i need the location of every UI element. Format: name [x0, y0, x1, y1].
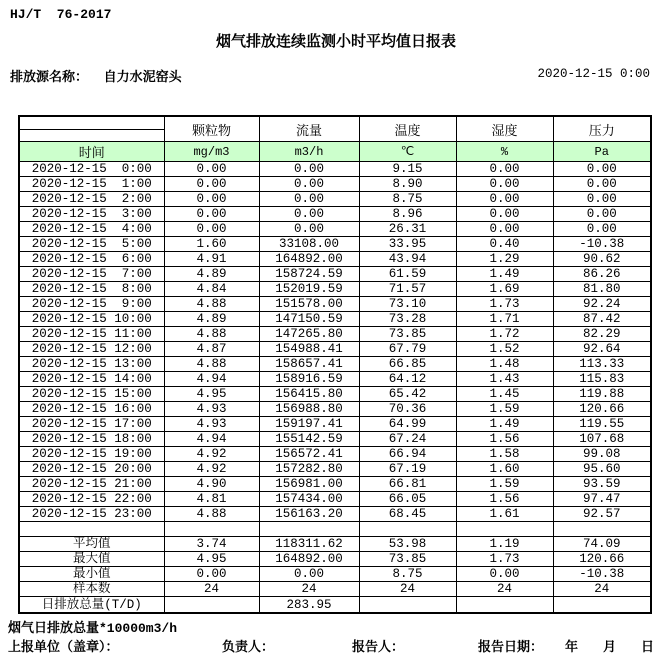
responsible-label: 负责人： — [222, 640, 275, 655]
value-cell: 4.94 — [164, 432, 259, 447]
time-cell: 2020-12-15 11:00 — [19, 327, 164, 342]
table-row — [19, 327, 651, 342]
value-cell: 118311.62 — [259, 537, 359, 552]
summary-row — [19, 582, 651, 597]
value-cell: 120.66 — [553, 402, 651, 417]
value-cell: 0.00 — [164, 192, 259, 207]
unit-cell-flow: m3/h — [259, 142, 359, 162]
value-cell: 0.00 — [164, 177, 259, 192]
table-row — [19, 492, 651, 507]
value-cell: 4.88 — [164, 507, 259, 522]
value-cell: -10.38 — [553, 237, 651, 252]
month-label: 月 — [603, 640, 617, 655]
unit-row — [19, 142, 651, 162]
value-cell: 73.10 — [359, 297, 456, 312]
value-cell: 0.00 — [456, 207, 553, 222]
value-cell: 4.87 — [164, 342, 259, 357]
value-cell: 33108.00 — [259, 237, 359, 252]
summary-row — [19, 537, 651, 552]
value-cell: 0.00 — [456, 567, 553, 582]
column-header-humidity: 湿度 — [456, 116, 553, 142]
header-empty-cell — [19, 116, 164, 130]
value-cell: 73.28 — [359, 312, 456, 327]
value-cell — [359, 597, 456, 614]
value-cell: 158657.41 — [259, 357, 359, 372]
value-cell: 1.59 — [456, 402, 553, 417]
time-cell: 2020-12-15 10:00 — [19, 312, 164, 327]
value-cell: 1.71 — [456, 312, 553, 327]
summary-label-cell: 最小值 — [19, 567, 164, 582]
time-cell: 2020-12-15 16:00 — [19, 402, 164, 417]
value-cell: 4.92 — [164, 447, 259, 462]
value-cell: 4.88 — [164, 297, 259, 312]
unit-cell-humidity: % — [456, 142, 553, 162]
value-cell: 1.56 — [456, 432, 553, 447]
value-cell: 67.19 — [359, 462, 456, 477]
value-cell: 1.19 — [456, 537, 553, 552]
unit-cell-pm: mg/m3 — [164, 142, 259, 162]
value-cell: 119.88 — [553, 387, 651, 402]
value-cell: 8.75 — [359, 192, 456, 207]
value-cell: 81.80 — [553, 282, 651, 297]
time-cell: 2020-12-15 19:00 — [19, 447, 164, 462]
value-cell: 154988.41 — [259, 342, 359, 357]
value-cell: 4.88 — [164, 327, 259, 342]
value-cell: 64.12 — [359, 372, 456, 387]
value-cell: 283.95 — [259, 597, 359, 614]
value-cell: 93.59 — [553, 477, 651, 492]
value-cell: 1.49 — [456, 267, 553, 282]
value-cell: 4.84 — [164, 282, 259, 297]
value-cell: 158724.59 — [259, 267, 359, 282]
value-cell — [164, 522, 259, 537]
value-cell: 61.59 — [359, 267, 456, 282]
time-cell: 2020-12-15 23:00 — [19, 507, 164, 522]
value-cell: 4.94 — [164, 372, 259, 387]
time-cell: 2020-12-15 17:00 — [19, 417, 164, 432]
value-cell: 70.36 — [359, 402, 456, 417]
page-title: 烟气排放连续监测小时平均值日报表 — [215, 34, 456, 51]
value-cell: 1.61 — [456, 507, 553, 522]
table-row — [19, 237, 651, 252]
value-cell: 0.00 — [259, 207, 359, 222]
time-cell: 2020-12-15 20:00 — [19, 462, 164, 477]
value-cell: 1.73 — [456, 297, 553, 312]
value-cell: 156572.41 — [259, 447, 359, 462]
value-cell — [553, 522, 651, 537]
value-cell: 33.95 — [359, 237, 456, 252]
value-cell: 24 — [359, 582, 456, 597]
value-cell: 92.57 — [553, 507, 651, 522]
value-cell: 0.00 — [164, 207, 259, 222]
report-date-label: 报告日期： — [478, 640, 544, 655]
spacer-row — [19, 522, 651, 537]
value-cell: 3.74 — [164, 537, 259, 552]
value-cell: 0.00 — [164, 162, 259, 177]
value-cell: 8.96 — [359, 207, 456, 222]
value-cell: 156981.00 — [259, 477, 359, 492]
value-cell: 156988.80 — [259, 402, 359, 417]
value-cell: 0.00 — [259, 567, 359, 582]
time-cell: 2020-12-15 21:00 — [19, 477, 164, 492]
value-cell: 4.92 — [164, 462, 259, 477]
value-cell: 0.00 — [259, 162, 359, 177]
value-cell: 99.08 — [553, 447, 651, 462]
summary-label-cell: 平均值 — [19, 537, 164, 552]
value-cell: 71.57 — [359, 282, 456, 297]
value-cell: 0.00 — [553, 177, 651, 192]
value-cell: 0.40 — [456, 237, 553, 252]
value-cell: 92.64 — [553, 342, 651, 357]
value-cell: 0.00 — [259, 177, 359, 192]
value-cell: 1.69 — [456, 282, 553, 297]
table-row — [19, 357, 651, 372]
footer-sign-line — [0, 636, 672, 655]
table-row — [19, 267, 651, 282]
value-cell: 0.00 — [553, 207, 651, 222]
value-cell: 66.05 — [359, 492, 456, 507]
value-cell: 152019.59 — [259, 282, 359, 297]
table-row — [19, 282, 651, 297]
value-cell: 156415.80 — [259, 387, 359, 402]
value-cell: 1.49 — [456, 417, 553, 432]
value-cell: 4.81 — [164, 492, 259, 507]
table-row — [19, 297, 651, 312]
time-cell — [19, 522, 164, 537]
value-cell: 4.93 — [164, 417, 259, 432]
value-cell: 67.79 — [359, 342, 456, 357]
value-cell: 1.48 — [456, 357, 553, 372]
value-cell: 1.52 — [456, 342, 553, 357]
table-row — [19, 342, 651, 357]
value-cell: 156163.20 — [259, 507, 359, 522]
value-cell: 157282.80 — [259, 462, 359, 477]
value-cell — [164, 597, 259, 614]
table-row — [19, 462, 651, 477]
data-table — [18, 115, 652, 614]
time-cell: 2020-12-15 0:00 — [19, 162, 164, 177]
table-row — [19, 402, 651, 417]
value-cell: 4.90 — [164, 477, 259, 492]
header-empty-cell — [19, 130, 164, 142]
time-cell: 2020-12-15 5:00 — [19, 237, 164, 252]
value-cell: 4.93 — [164, 402, 259, 417]
value-cell: 90.62 — [553, 252, 651, 267]
time-cell: 2020-12-15 12:00 — [19, 342, 164, 357]
value-cell: 119.55 — [553, 417, 651, 432]
value-cell: 1.60 — [456, 462, 553, 477]
value-cell: 86.26 — [553, 267, 651, 282]
value-cell: 67.24 — [359, 432, 456, 447]
value-cell: 0.00 — [456, 192, 553, 207]
table-row — [19, 387, 651, 402]
value-cell: 164892.00 — [259, 552, 359, 567]
value-cell: 113.33 — [553, 357, 651, 372]
time-cell: 2020-12-15 4:00 — [19, 222, 164, 237]
source-name: 自力水泥窑头 — [103, 70, 182, 85]
value-cell: 92.24 — [553, 297, 651, 312]
value-cell: 4.89 — [164, 312, 259, 327]
time-cell: 2020-12-15 3:00 — [19, 207, 164, 222]
summary-label-cell: 最大值 — [19, 552, 164, 567]
table-row — [19, 207, 651, 222]
time-cell: 2020-12-15 15:00 — [19, 387, 164, 402]
value-cell: 0.00 — [259, 222, 359, 237]
value-cell: 43.94 — [359, 252, 456, 267]
table-row — [19, 162, 651, 177]
unit-cell-pressure: Pa — [553, 142, 651, 162]
table-row — [19, 432, 651, 447]
column-header-pm: 颗粒物 — [164, 116, 259, 142]
value-cell: 73.85 — [359, 552, 456, 567]
day-label: 日 — [641, 640, 655, 655]
value-cell: 1.43 — [456, 372, 553, 387]
table-row — [19, 417, 651, 432]
value-cell — [456, 522, 553, 537]
value-cell: 158916.59 — [259, 372, 359, 387]
table-row — [19, 372, 651, 387]
time-cell: 2020-12-15 9:00 — [19, 297, 164, 312]
value-cell: 0.00 — [553, 192, 651, 207]
value-cell: 66.94 — [359, 447, 456, 462]
value-cell: 4.95 — [164, 552, 259, 567]
value-cell: 1.45 — [456, 387, 553, 402]
value-cell: 0.00 — [164, 567, 259, 582]
value-cell: 164892.00 — [259, 252, 359, 267]
value-cell: 4.89 — [164, 267, 259, 282]
table-row — [19, 477, 651, 492]
value-cell: 68.45 — [359, 507, 456, 522]
value-cell: 1.72 — [456, 327, 553, 342]
summary-row — [19, 552, 651, 567]
value-cell: 74.09 — [553, 537, 651, 552]
value-cell: 82.29 — [553, 327, 651, 342]
value-cell: 53.98 — [359, 537, 456, 552]
value-cell: 1.58 — [456, 447, 553, 462]
value-cell: 4.88 — [164, 357, 259, 372]
value-cell: 120.66 — [553, 552, 651, 567]
value-cell: 0.00 — [553, 222, 651, 237]
value-cell: 64.99 — [359, 417, 456, 432]
value-cell: 97.47 — [553, 492, 651, 507]
value-cell: 66.81 — [359, 477, 456, 492]
summary-row — [19, 597, 651, 614]
value-cell: 0.00 — [456, 177, 553, 192]
value-cell: 147265.80 — [259, 327, 359, 342]
value-cell: 8.90 — [359, 177, 456, 192]
value-cell — [259, 522, 359, 537]
time-cell: 2020-12-15 7:00 — [19, 267, 164, 282]
report-datetime: 2020-12-15 0:00 — [537, 67, 650, 81]
meta-row — [0, 66, 672, 85]
value-cell: 1.29 — [456, 252, 553, 267]
value-cell: 24 — [259, 582, 359, 597]
time-cell: 2020-12-15 6:00 — [19, 252, 164, 267]
value-cell: 66.85 — [359, 357, 456, 372]
time-cell: 2020-12-15 18:00 — [19, 432, 164, 447]
table-row — [19, 312, 651, 327]
table-row — [19, 252, 651, 267]
time-cell: 2020-12-15 2:00 — [19, 192, 164, 207]
source-line — [10, 66, 182, 85]
value-cell: 157434.00 — [259, 492, 359, 507]
header-row-top — [19, 116, 651, 130]
value-cell: 1.59 — [456, 477, 553, 492]
value-cell: 24 — [164, 582, 259, 597]
value-cell: 0.00 — [164, 222, 259, 237]
table-row — [19, 222, 651, 237]
table-body — [19, 162, 651, 614]
value-cell: 9.15 — [359, 162, 456, 177]
footer-note: 烟气日排放总量*10000m3/h — [8, 621, 178, 636]
time-cell: 2020-12-15 1:00 — [19, 177, 164, 192]
time-cell: 2020-12-15 14:00 — [19, 372, 164, 387]
column-header-pressure: 压力 — [553, 116, 651, 142]
value-cell: 0.00 — [456, 162, 553, 177]
value-cell: 0.00 — [456, 222, 553, 237]
report-unit-label: 上报单位（盖章）： — [8, 640, 119, 655]
standard-code: HJ/T 76-2017 — [10, 7, 112, 22]
value-cell: 0.00 — [553, 162, 651, 177]
time-cell: 2020-12-15 22:00 — [19, 492, 164, 507]
value-cell: 4.95 — [164, 387, 259, 402]
table-row — [19, 507, 651, 522]
table-header — [19, 116, 651, 162]
value-cell: -10.38 — [553, 567, 651, 582]
table-row — [19, 192, 651, 207]
unit-cell-temperature: ℃ — [359, 142, 456, 162]
value-cell: 107.68 — [553, 432, 651, 447]
value-cell: 87.42 — [553, 312, 651, 327]
value-cell: 73.85 — [359, 327, 456, 342]
summary-label-cell: 样本数 — [19, 582, 164, 597]
time-header-cell: 时间 — [19, 142, 164, 162]
value-cell: 26.31 — [359, 222, 456, 237]
value-cell — [553, 597, 651, 614]
value-cell: 24 — [456, 582, 553, 597]
value-cell: 0.00 — [259, 192, 359, 207]
value-cell: 1.56 — [456, 492, 553, 507]
source-name-label: 排放源名称： — [10, 70, 104, 85]
value-cell: 1.60 — [164, 237, 259, 252]
value-cell: 159197.41 — [259, 417, 359, 432]
value-cell: 151578.00 — [259, 297, 359, 312]
value-cell: 115.83 — [553, 372, 651, 387]
year-label: 年 — [565, 640, 579, 655]
column-header-flow: 流量 — [259, 116, 359, 142]
summary-row — [19, 567, 651, 582]
value-cell: 1.73 — [456, 552, 553, 567]
value-cell: 65.42 — [359, 387, 456, 402]
time-cell: 2020-12-15 8:00 — [19, 282, 164, 297]
column-header-temperature: 温度 — [359, 116, 456, 142]
table-row — [19, 177, 651, 192]
value-cell — [456, 597, 553, 614]
value-cell: 4.91 — [164, 252, 259, 267]
table-row — [19, 447, 651, 462]
reporter-label: 报告人： — [352, 640, 405, 655]
value-cell: 155142.59 — [259, 432, 359, 447]
value-cell — [359, 522, 456, 537]
value-cell: 8.75 — [359, 567, 456, 582]
value-cell: 95.60 — [553, 462, 651, 477]
summary-label-cell: 日排放总量(T/D) — [19, 597, 164, 614]
value-cell: 24 — [553, 582, 651, 597]
value-cell: 147150.59 — [259, 312, 359, 327]
time-cell: 2020-12-15 13:00 — [19, 357, 164, 372]
